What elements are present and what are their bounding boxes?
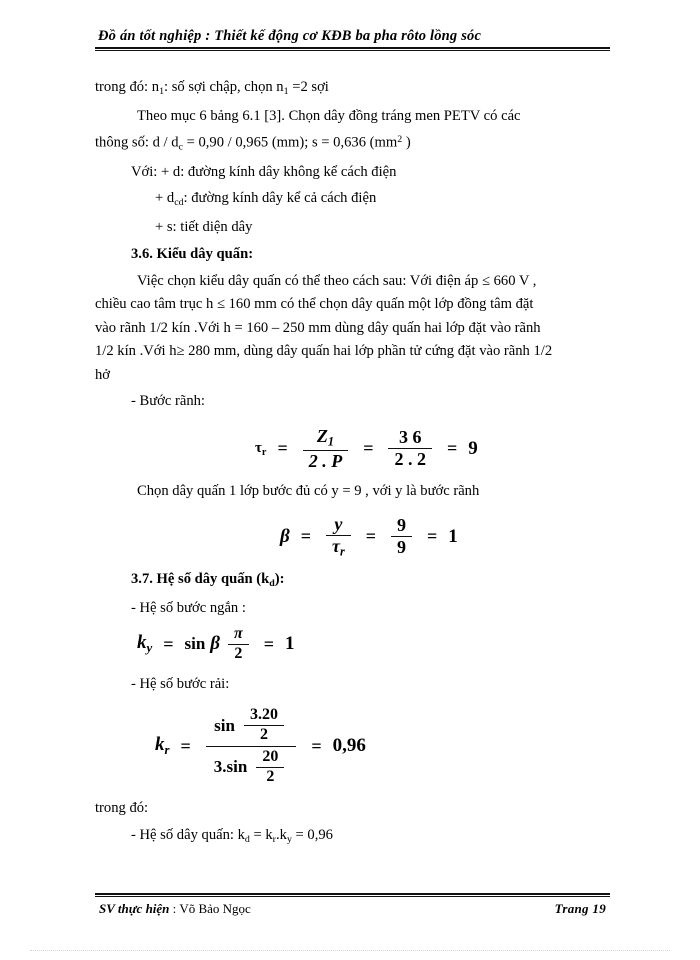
- text-run: =2 sợi: [288, 79, 329, 95]
- paragraph-voi-d: Với: + d: đường kính dây không kể cách điện: [131, 163, 397, 180]
- text-run: .k: [275, 826, 287, 843]
- paragraph-tiet-dien-day: + s: tiết diện dây: [155, 219, 253, 236]
- equation-k-r: [95, 705, 610, 787]
- equation-result: 1: [285, 633, 295, 655]
- equals-sign: =: [263, 633, 275, 654]
- sine-function-numerator: [214, 707, 288, 744]
- equation-result: 0,96: [332, 735, 366, 757]
- text-run: Võ Bảo Ngọc: [179, 901, 251, 917]
- paragraph-he-so-buoc-ngan: - Hệ số bước ngắn :: [131, 600, 246, 617]
- text-run: ):: [274, 571, 285, 588]
- equation-symbol-beta: β: [280, 525, 290, 547]
- function-label-sin: sin: [184, 634, 206, 654]
- fraction-20-over-2: [256, 749, 284, 786]
- fraction-denominator: 2 . P: [308, 450, 343, 471]
- page-footer: [95, 893, 610, 917]
- equals-sign: =: [163, 633, 174, 654]
- fraction-9-over-9: [391, 516, 412, 557]
- equals-sign: =: [446, 438, 458, 459]
- equation-result: 9: [468, 437, 478, 459]
- fraction-numerator: 20: [262, 747, 279, 765]
- text-run: :: [169, 901, 180, 917]
- subscript: y: [286, 833, 292, 845]
- equals-sign: =: [365, 526, 377, 547]
- subscript: r: [261, 446, 267, 458]
- heading-3-6: 3.6. Kiểu dây quấn:: [131, 245, 254, 262]
- equals-sign: =: [277, 438, 288, 459]
- equals-sign: =: [427, 526, 438, 547]
- fraction-pi-over-2: [228, 626, 249, 663]
- equation-symbol-kr: [155, 734, 170, 758]
- subscript: d: [244, 833, 250, 845]
- fraction-320-over-2: [244, 707, 284, 744]
- text-run: τ: [332, 535, 340, 556]
- equals-sign: =: [180, 735, 191, 756]
- footer-page-number: Trang 19: [554, 901, 606, 917]
- document-body: [95, 80, 610, 845]
- text-run: : số sợi chập, chọn n: [164, 79, 284, 95]
- text-run: = k: [249, 826, 273, 843]
- paragraph-he-so-buoc-rai: - Hệ số bước rải:: [131, 675, 230, 692]
- subscript: 1: [283, 85, 289, 97]
- paragraph-viec-chon-5: hở: [95, 366, 111, 383]
- equation-tau-r: [95, 427, 610, 470]
- header-title: Đồ án tốt nghiệp : Thiết kế động cơ KĐB ba pha rôto lồng sóc: [98, 28, 482, 44]
- text-run: Z: [316, 426, 328, 447]
- equation-result: 1: [448, 525, 458, 547]
- symbol-beta: β: [210, 633, 221, 655]
- subscript: r: [340, 544, 345, 559]
- fraction-denominator: 2: [234, 644, 243, 662]
- paragraph-buoc-ranh: - Bước rãnh:: [131, 393, 205, 410]
- subscript: 1: [327, 434, 335, 449]
- paragraph-thong-so: [95, 135, 610, 152]
- footer-student-name: [99, 901, 251, 917]
- sine-function: [185, 626, 253, 663]
- subscript: r: [272, 833, 276, 845]
- fraction-denominator: [206, 747, 297, 788]
- page-header: [95, 28, 610, 51]
- text-run: : đường kính dây kể cả cách điện: [183, 190, 377, 207]
- equals-sign: =: [300, 526, 311, 547]
- fraction-y-over-tau: [326, 515, 351, 558]
- fraction-denominator: 2: [266, 767, 275, 785]
- paragraph-trong-do-1: [95, 80, 610, 97]
- text-run: = 0,90 / 0,965 (mm); s = 0,636 (mm: [182, 134, 398, 151]
- subscript: 1: [159, 85, 165, 97]
- fraction-denominator: [326, 536, 351, 559]
- equals-sign: =: [311, 735, 322, 756]
- subscript: c: [178, 141, 183, 153]
- fraction-z1-over-2p: [303, 427, 349, 470]
- fraction-denominator: 2: [259, 725, 268, 743]
- text-run: SV thực hiện: [99, 901, 170, 917]
- subscript: cd: [174, 197, 184, 209]
- fraction-denominator: 2 . 2: [394, 449, 426, 470]
- page-content: [95, 0, 610, 960]
- paragraph-he-so-day-quan: [95, 828, 610, 845]
- text-run: trong đó: n: [95, 79, 160, 95]
- text-run: τ: [255, 439, 262, 456]
- equation-symbol-tau: [255, 440, 266, 458]
- text-run: thông số: d / d: [95, 134, 179, 151]
- equation-beta: [95, 515, 610, 558]
- sine-function-denominator: [214, 749, 289, 786]
- fraction-numerator: 3 6: [398, 427, 422, 448]
- fraction-numerator: π: [234, 624, 243, 642]
- fraction-denominator: 9: [397, 537, 407, 558]
- function-label-3sin: 3.sin: [213, 757, 248, 777]
- paragraph-theo-muc: Theo mục 6 bảng 6.1 [3]. Chọn dây đồng tráng men PETV có các: [137, 107, 521, 124]
- function-label-sin: sin: [214, 715, 235, 735]
- text-run: 3.7. Hệ số dây quấn (k: [131, 571, 270, 588]
- fraction-numerator: [311, 427, 340, 450]
- fraction-kr-main: [206, 705, 297, 787]
- text-run: ): [402, 134, 411, 151]
- heading-3-7: [95, 572, 610, 589]
- text-run: + d: [155, 190, 175, 207]
- fraction-numerator: y: [334, 514, 343, 535]
- text-run: k: [137, 632, 147, 654]
- equation-k-y: [95, 626, 610, 663]
- paragraph-viec-chon-4: 1/2 kín .Với h≥ 280 mm, dùng dây quấn hai lớp phần tử cứng đặt vào rãnh 1/2: [95, 343, 553, 360]
- text-run: k: [155, 734, 165, 756]
- fraction-36-over-22: [388, 428, 432, 469]
- equation-symbol-ky: [137, 632, 152, 656]
- paragraph-viec-chon-1: Việc chọn kiểu dây quấn có thể theo cách sau: Với điện áp ≤ 660 V ,: [137, 272, 537, 289]
- fraction-numerator: 9: [397, 515, 407, 536]
- bottom-dotted-line: [30, 950, 670, 951]
- subscript: d: [269, 578, 275, 590]
- paragraph-trong-do-2: trong đó:: [95, 800, 149, 817]
- paragraph-chon-day-quan: Chọn dây quấn 1 lớp bước đủ có y = 9 , với y là bước rãnh: [137, 483, 480, 500]
- footer-divider: [95, 893, 610, 897]
- fraction-numerator: 3.20: [249, 706, 278, 724]
- text-run: - Hệ số dây quấn: k: [131, 826, 245, 843]
- paragraph-dcd: [95, 191, 610, 208]
- paragraph-viec-chon-2: chiều cao tâm trục h ≤ 160 mm có thể chọn dây quấn một lớp đồng tâm đặt: [95, 296, 534, 313]
- header-divider: [95, 47, 610, 51]
- subscript: y: [146, 640, 153, 656]
- superscript: 2: [397, 134, 403, 146]
- paragraph-viec-chon-3: vào rãnh 1/2 kín .Với h = 160 – 250 mm dùng dây quấn hai lớp đặt vào rãnh: [95, 319, 541, 336]
- equals-sign: =: [363, 438, 374, 459]
- text-run: = 0,96: [291, 826, 333, 843]
- footer-row: [95, 901, 610, 917]
- subscript: r: [164, 742, 170, 758]
- fraction-numerator: [206, 705, 296, 746]
